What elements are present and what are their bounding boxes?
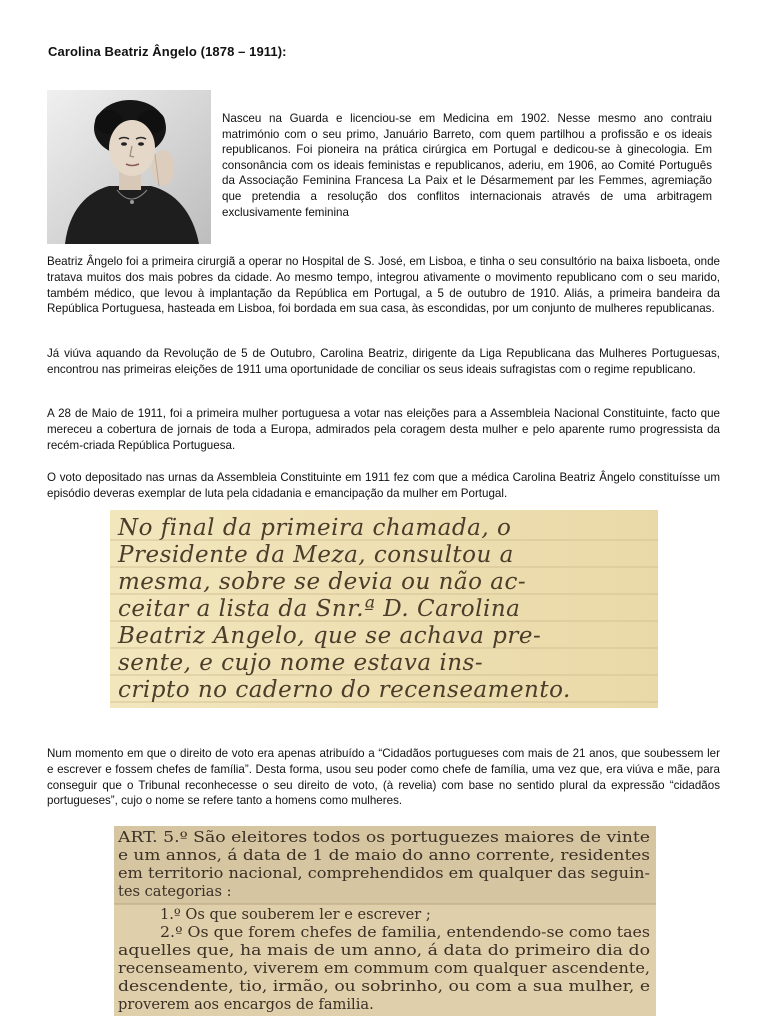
manuscript-line: cripto no caderno do recenseamento. (118, 677, 571, 703)
manuscript-line: Presidente da Meza, consultou a (118, 542, 514, 568)
decree-line: descendente, tio, irmão, ou sobrinho, ou com a sua mulher, e (118, 978, 650, 995)
manuscript-line: mesma, sobre se devia ou não ac- (118, 569, 527, 595)
paragraph-surgeon: Beatriz Ângelo foi a primeira cirurgiã a operar no Hospital de S. José, em Lisboa, e tinha o seu consultório na baixa lisboeta, onde tratava muitos dos mais pobres da cidade. Ao mesmo tempo, integrou ativamente o movimento republicano com o seu marido, também médico, que levou à implantação da República em Portugal, a 5 de outubro de 1910. Aliás, a primeira bandeira da República Portuguesa, hasteada em Lisboa, foi bordada em sua casa, às escondidas, por um conjunto de mulheres republicanas. (47, 255, 720, 316)
intro-paragraph: Nasceu na Guarda e licenciou-se em Medicina em 1902. Nesse mesmo ano contraiu matrimónio com o seu primo, Januário Barreto, com quem partilhou a profissão e os ideais republicanos. Foi pioneira na prática cirúrgica em Portugal e dedicou-se à ginecologia. Em consonância com os ideais feministas e republicanos, aderiu, em 1906, ao Comité Português da Associação Feminina Francesa La Paix et le Désarmement par les Femmes, agremiação que pretendia a resolução dos conflitos internacionais através de uma arbitragem exclusivamente feminina (222, 112, 712, 219)
paragraph-widow: Já viúva aquando da Revolução de 5 de Outubro, Carolina Beatriz, dirigente da Liga Republicana das Mulheres Portuguesas, encontrou nas primeiras eleições de 1911 uma oportunidade de conciliar os seus ideais sufragistas com o regime republicano. (47, 347, 720, 376)
manuscript-line: sente, e cujo nome estava ins- (118, 650, 484, 676)
paragraph-voting-rights: Num momento em que o direito de voto era apenas atribuído a “Cidadãos portugueses com mais de 21 anos, que soubessem ler e escrever e fossem chefes de família”. Desta forma, usou seu poder como chefe de família, uma vez que, era viúva e mãe, para conseguir que o Tribunal reconhecesse o seu direito de voto, (à revelia) com base no sentido plural da expressão “cidadãos portugueses”, cujo o nome se refere tanto a homens como mulheres. (47, 747, 720, 808)
manuscript-image (110, 510, 658, 708)
decree-line: aquelles que, ha mais de um anno, á data do primeiro dia do (118, 942, 651, 959)
paragraph-first-vote: A 28 de Maio de 1911, foi a primeira mulher portuguesa a votar nas eleições para a Assembleia Nacional Constituinte, facto que mereceu a cobertura de jornais de toda a Europa, admirados pela coragem desta mulher e pelo aparente rumo progressista da recém-criada República Portuguesa. (47, 407, 720, 452)
decree-line: e um annos, á data de 1 de maio do anno corrente, residentes (118, 847, 650, 864)
decree-line: 2.º Os que forem chefes de familia, entendendo-se como taes (160, 924, 650, 941)
decree-line: 1.º Os que souberem ler e escrever ; (160, 906, 431, 923)
paragraph-vote-legacy: O voto depositado nas urnas da Assembleia Constituinte em 1911 fez com que a médica Carolina Beatriz Ângelo constituísse um episódio deveras exemplar de luta pela cidadania e emancipação da mulher em Portugal. (47, 471, 720, 500)
portrait-photo (47, 90, 211, 244)
decree-clipping-image (114, 826, 656, 1016)
manuscript-line: No final da primeira chamada, o (118, 515, 512, 541)
decree-line: proverem aos encargos de familia. (118, 996, 374, 1013)
decree-line: em territorio nacional, comprehendidos em qualquer das seguin- (118, 865, 651, 882)
manuscript-line: ceitar a lista da Snr.ª D. Carolina (118, 596, 521, 622)
decree-line: recenseamento, viverem em commum com qualquer ascendente, (118, 960, 650, 977)
page-title: Carolina Beatriz Ângelo (1878 – 1911): (48, 44, 287, 59)
decree-line: ART. 5.º São eleitores todos os portuguezes maiores de vinte (116, 829, 651, 846)
manuscript-line: Beatriz Angelo, que se achava pre- (118, 623, 542, 649)
decree-line: tes categorias : (118, 883, 232, 900)
